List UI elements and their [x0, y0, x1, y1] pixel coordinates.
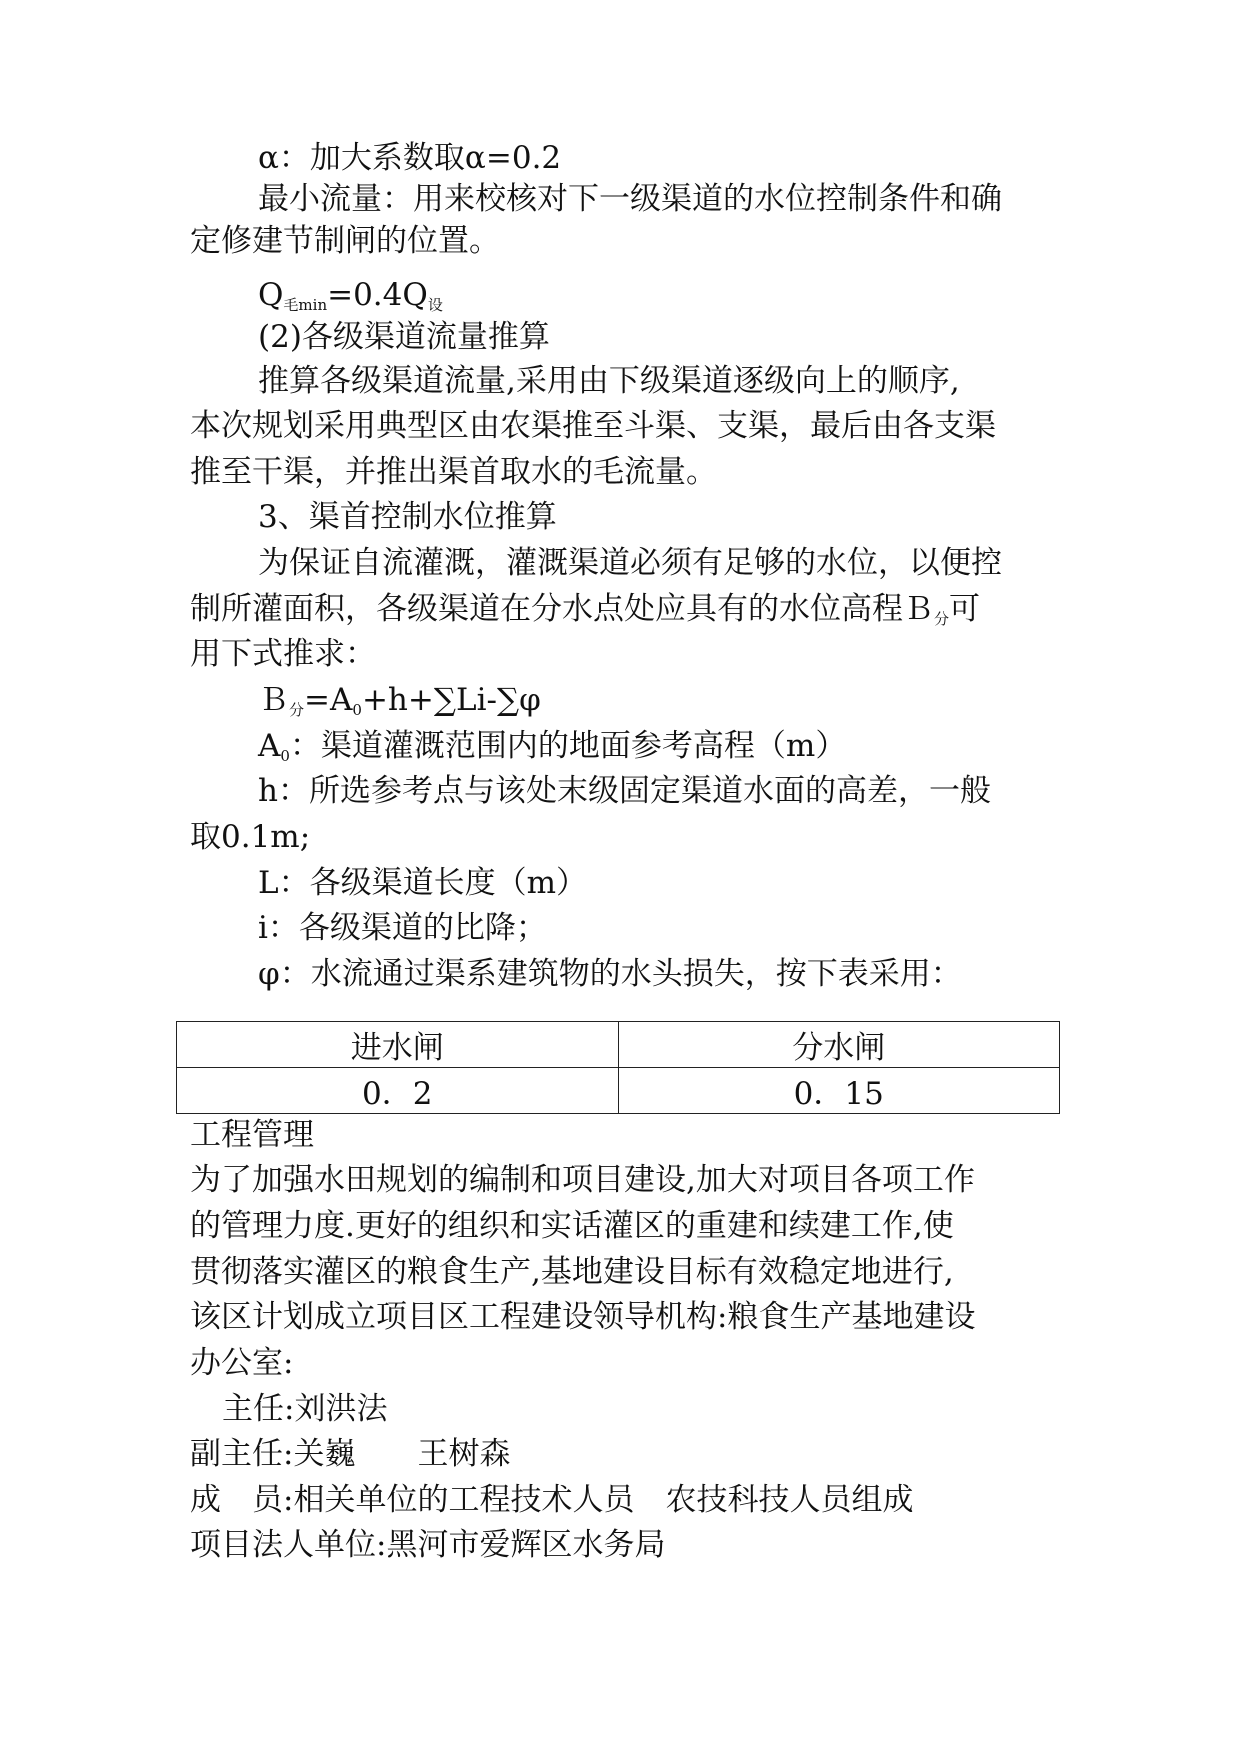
- management-para-3: 贯彻落实灌区的粮食生产,基地建设目标有效稳定地进行,: [190, 1254, 954, 1290]
- formula-q-min: $Q_{毛min}=0.4Q_设$: [258, 277, 443, 314]
- management-title: 工程管理: [190, 1117, 314, 1153]
- section-3-title: 3、渠首控制水位推算: [258, 499, 557, 535]
- table-cell: 0．15: [618, 1068, 1060, 1114]
- director-line: 主任:刘洪法: [222, 1391, 388, 1427]
- formula-b-div: $B_分=A_0+h+\sum Li-\sum\varphi$: [258, 682, 541, 719]
- deputy-director-line: 副主任:关巍 王树森: [190, 1436, 511, 1472]
- legal-entity-line: 项目法人单位:黑河市爱辉区水务局: [190, 1527, 666, 1563]
- section-2-para-3: 推至干渠，并推出渠首取水的毛流量。: [190, 454, 717, 490]
- table-row: [177, 1068, 1060, 1114]
- min-flow-line-2: 定修建节制闸的位置。: [190, 223, 500, 259]
- management-para-5: 办公室:: [190, 1345, 294, 1381]
- management-para-4: 该区计划成立项目区工程建设领导机构:粮食生产基地建设: [190, 1299, 976, 1335]
- section-2-para-1: 推算各级渠道流量,采用由下级渠道逐级向上的顺序,: [258, 363, 960, 399]
- management-para-1: 为了加强水田规划的编制和项目建设,加大对项目各项工作: [190, 1162, 975, 1198]
- table-header-cell: 进水闸: [177, 1022, 619, 1068]
- table-cell: 0．2: [177, 1068, 619, 1114]
- section-3-para-1: 为保证自流灌溉，灌溉渠道必须有足够的水位，以便控: [258, 545, 1002, 581]
- definition-a0: $A_0$：渠道灌溉范围内的地面参考高程（m）: [258, 728, 847, 765]
- definition-l: L：各级渠道长度（m）: [258, 865, 587, 901]
- members-line: 成 员:相关单位的工程技术人员 农技科技人员组成: [190, 1482, 914, 1518]
- section-3-para-3: 用下式推求：: [190, 636, 376, 672]
- definition-phi: φ：水流通过渠系建筑物的水头损失，按下表采用：: [258, 956, 962, 992]
- management-para-2: 的管理力度.更好的组织和实话灌区的重建和续建工作,使: [190, 1208, 954, 1244]
- min-flow-line-1: 最小流量：用来校核对下一级渠道的水位控制条件和确: [258, 181, 1002, 217]
- section-2-title: (2)各级渠道流量推算: [258, 319, 550, 355]
- table-header-row: [177, 1022, 1060, 1068]
- definition-i: i：各级渠道的比降；: [258, 910, 547, 946]
- section-3-para-2: 制所灌面积，各级渠道在分水点处应具有的水位高程Ｂ$_分$可: [190, 591, 981, 628]
- definition-h-1: h：所选参考点与该处末级固定渠道水面的高差，一般: [258, 773, 991, 809]
- table-header-cell: 分水闸: [618, 1022, 1060, 1068]
- alpha-line: α：加大系数取α=0.2: [258, 140, 562, 176]
- section-2-para-2: 本次规划采用典型区由农渠推至斗渠、支渠，最后由各支渠: [190, 408, 996, 444]
- definition-h-2: 取0.1m;: [190, 819, 311, 855]
- head-loss-table: [176, 1021, 1060, 1114]
